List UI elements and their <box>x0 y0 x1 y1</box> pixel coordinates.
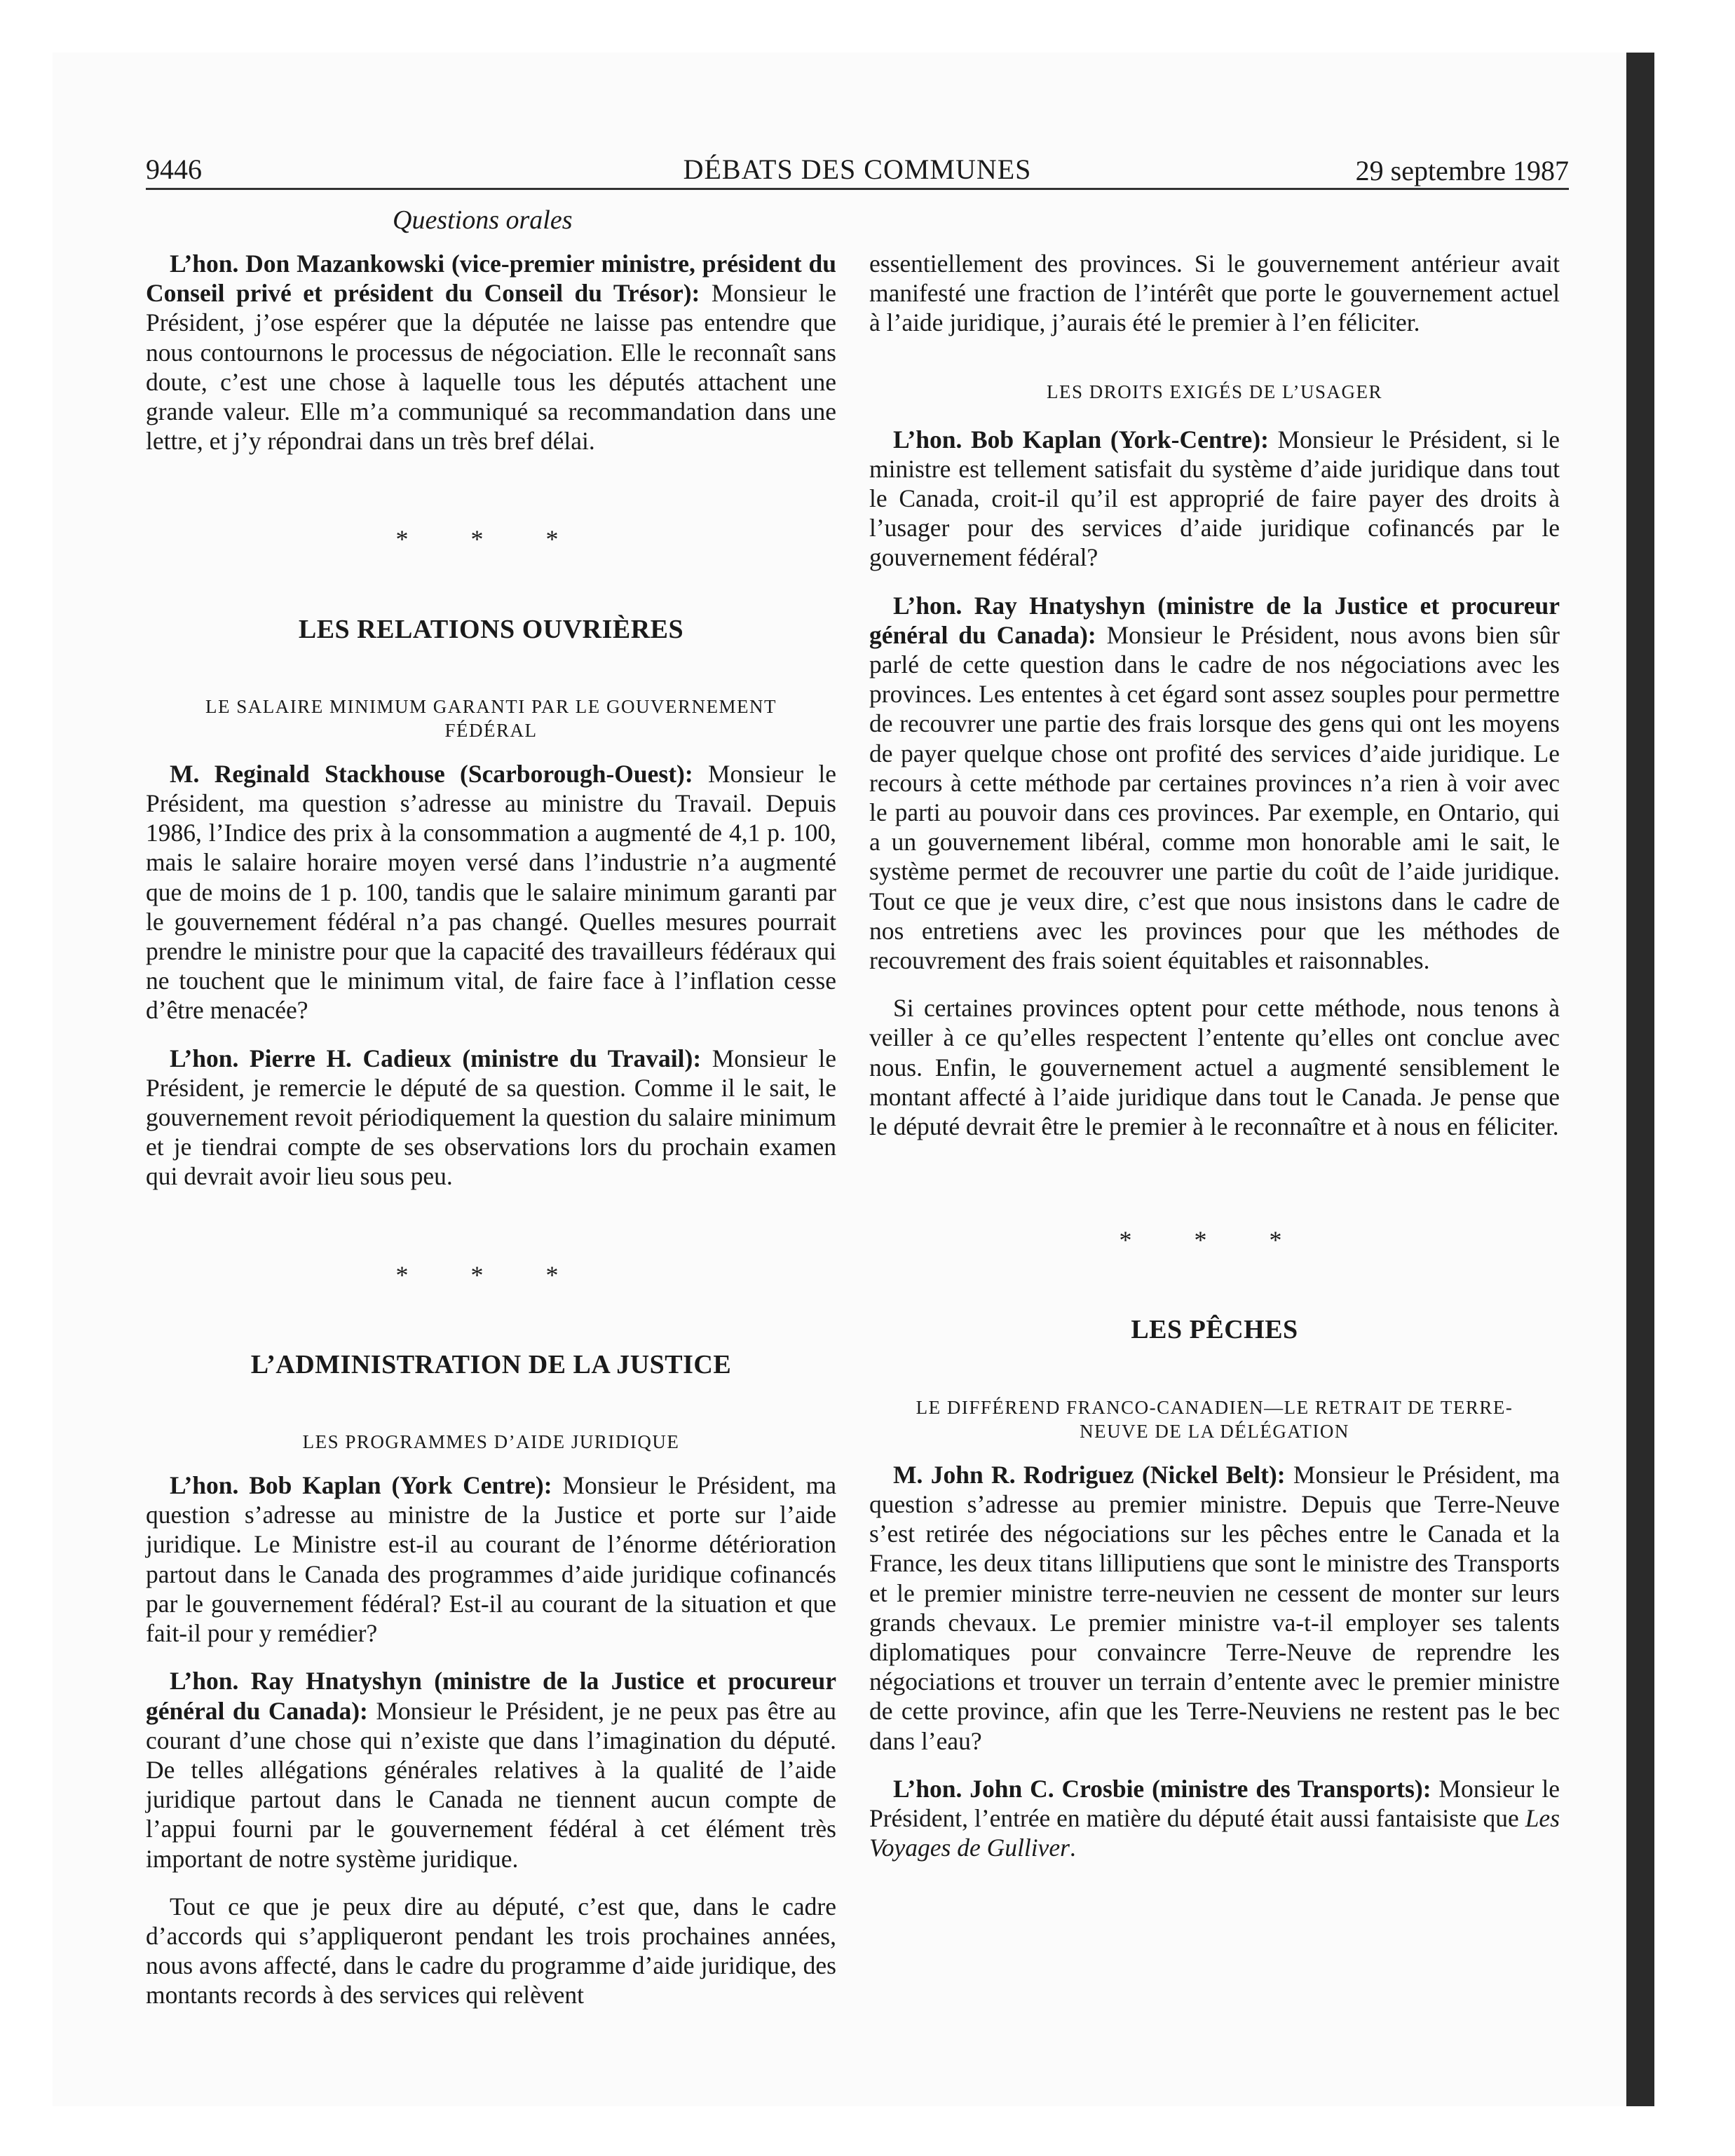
paragraph: M. John R. Rodriguez (Nickel Belt): Monsieur le Président, ma question s’adresse au premier ministre. Depuis que Terre-Neuve s’est retirée des négociations sur les pêches entre le Canada et la France, les deux titans lilliputiens que sont le ministre des Transports et le premier ministre terre-neuvien ne cessent de monter sur leurs grands chevaux. Le premier ministre va-t-il employer ses talents diplomatiques pour convaincre Terre-Neuve de reprendre les négociations et trouver un terrain d’entente avec le premier ministre de cette province, afin que les Terre-Neuviens ne restent pas le bec dans l’eau? <box>869 1460 1560 1755</box>
publication-date: 29 septembre 1987 <box>1355 155 1569 186</box>
speaker-name: L’hon. Ray Hnatyshyn (ministre de la Justice et procureur général du Canada): <box>146 1667 836 1725</box>
section-heading: LES RELATIONS OUVRIÈRES <box>298 614 684 644</box>
publication-title: DÉBATS DES COMMUNES <box>683 153 1032 185</box>
paragraph: L’hon. Bob Kaplan (York-Centre): Monsieur le Président, si le ministre est tellement satisfait du système d’aide juridique dans tout le Canada, croit-il qu’il est approprié de faire payer des droits à l’usager pour des services d’aide juridique cofinancés par le gouvernement fédéral? <box>869 425 1560 572</box>
left-column <box>146 249 836 2028</box>
paragraph: L’hon. John C. Crosbie (ministre des Transports): Monsieur le Président, l’entrée en matière du député était aussi fantaisiste que Les Voyages de Gulliver. <box>869 1774 1560 1862</box>
book-title: Les Voyages de Gulliver <box>869 1803 1560 1862</box>
page-number: 9446 <box>146 153 202 185</box>
subsection-heading: LES DROITS EXIGÉS DE L’USAGER <box>1046 381 1382 402</box>
speaker-name: L’hon. Bob Kaplan (York Centre): <box>170 1471 552 1500</box>
paragraph: L’hon. Pierre H. Cadieux (ministre du Travail): Monsieur le Président, je remercie le député de sa question. Comme il le sait, le gouvernement revoit périodiquement la question du salaire minimum et je tiendrai compte de ses observations lors du prochain examen qui devrait avoir lieu sous peu. <box>146 1044 837 1191</box>
paragraph: L’hon. Don Mazankowski (vice-premier ministre, président du Conseil privé et président du Conseil du Trésor): Monsieur le Président, j’ose espérer que la députée ne laisse pas entendre que nous contournons le processus de négociation. Elle le reconnaît sans doute, c’est une chose à laquelle tous les députés attachent une grande valeur. Elle m’a communiqué sa recommandation dans une lettre, et j’y répondrai dans un très bref délai. <box>146 250 836 456</box>
section-heading: L’ADMINISTRATION DE LA JUSTICE <box>250 1349 732 1379</box>
paragraph-continued: essentiellement des provinces. Si le gouvernement antérieur avait manifesté une fraction de l’intérêt que porte le gouvernement actuel à l’aide juridique, j’aurais été le premier à l’en féliciter. <box>869 250 1560 337</box>
speaker-name: L’hon. John C. Crosbie (ministre des Transports): <box>893 1774 1431 1803</box>
speaker-name: L’hon. Pierre H. Cadieux (ministre du Travail): <box>170 1044 702 1072</box>
subsection-heading: LES PROGRAMMES D’AIDE JURIDIQUE <box>302 1431 680 1453</box>
page-header <box>146 153 1569 190</box>
right-column <box>869 249 1560 1881</box>
paragraph: M. Reginald Stackhouse (Scarborough-Ouest): Monsieur le Président, ma question s’adresse au ministre du Travail. Depuis 1986, l’Indice des prix à la consommation a augmenté de 4,1 p. 100, mais le salaire horaire moyen versé dans l’industrie n’a augmenté que de moins de 1 p. 100, tandis que le salaire minimum garanti par le gouvernement fédéral n’a pas changé. Quelles mesures pourrait prendre le ministre pour que la capacité des travailleurs fédéraux qui ne touchent que le minimum vital, de faire face à l’inflation cesse d’être menacée? <box>146 759 836 1025</box>
subsection-heading: LE DIFFÉREND FRANCO-CANADIEN—LE RETRAIT DE TERRE-NEUVE DE LA DÉLÉGATION <box>916 1396 1513 1442</box>
paragraph: L’hon. Ray Hnatyshyn (ministre de la Justice et procureur général du Canada): Monsieur le Président, nous avons bien sûr parlé de cette question dans le cadre de nos négociations avec les provinces. Les ententes à cet égard sont assez souples pour permettre de recouvrer une partie des frais lorsque des gens qui ont les moyens de payer quelque chose ont profité des services d’aide juridique. Le recours à cette méthode par certaines provinces n’a rien à voir avec le parti au pouvoir dans ces provinces. Par exemple, en Ontario, qui a un gouvernement libéral, comme mon honorable ami le sait, le système permet de recouvrer une partie du coût de l’aide juridique. Tout ce que je veux dire, c’est que nous insistons dans le cadre de nos entretiens avec les provinces pour que les méthodes de recouvrement des frais soient équitables et raisonnables. <box>869 591 1560 975</box>
speaker-name: L’hon. Ray Hnatyshyn (ministre de la Justice et procureur général du Canada): <box>869 591 1560 649</box>
speaker-name: M. Reginald Stackhouse (Scarborough-Ouest): <box>170 759 693 788</box>
section-separator: * * * <box>395 525 587 554</box>
section-heading: LES PÊCHES <box>1131 1315 1298 1345</box>
paragraph: Tout ce que je peux dire au député, c’est que, dans le cadre d’accords qui s’appliqueront pendant les trois prochaines années, nous avons affecté, dans le cadre du programme d’aide juridique, des montants records à des services qui relèvent <box>146 1892 836 2010</box>
speaker-name: L’hon. Bob Kaplan (York-Centre): <box>893 425 1269 453</box>
speaker-name: M. John R. Rodriguez (Nickel Belt): <box>893 1460 1286 1489</box>
paragraph: L’hon. Bob Kaplan (York Centre): Monsieur le Président, ma question s’adresse au ministre de la Justice et porte sur l’aide juridique. Le Ministre est-il au courant de l’énorme détérioration partout dans le Canada des programmes d’aide juridique cofinancés par le gouvernement fédéral? Est-il au courant de la situation et que fait-il pour y remédier? <box>146 1471 837 1648</box>
speaker-name: L’hon. Don Mazankowski (vice-premier ministre, président du Conseil privé et président du Conseil du Trésor): <box>146 250 836 308</box>
section-separator: * * * <box>395 1260 587 1289</box>
paragraph: L’hon. Ray Hnatyshyn (ministre de la Justice et procureur général du Canada): Monsieur le Président, je ne peux pas être au courant d’une chose qui n’existe que dans l’imagination du député. De telles allégations générales relatives à la qualité de l’aide juridique partout dans le Canada ne tiennent aucun compte de l’appui fourni par le gouvernement fédéral à cet élément très important de notre système juridique. <box>146 1667 836 1873</box>
section-separator: * * * <box>1119 1226 1310 1255</box>
page-edge-shadow <box>1626 53 1654 2106</box>
section-running-head: Questions orales <box>393 205 573 235</box>
subsection-heading: LE SALAIRE MINIMUM GARANTI PAR LE GOUVERNEMENT FÉDÉRAL <box>205 695 777 741</box>
paragraph: Si certaines provinces optent pour cette méthode, nous tenons à veiller à ce qu’elles respectent l’entente qu’elles ont conclue avec nous. Enfin, le gouvernement actuel a augmenté sensiblement le montant affecté à l’aide juridique dans tout le Canada. Je pense que le député devrait être le premier à le reconnaître et à nous en féliciter. <box>869 994 1560 1141</box>
